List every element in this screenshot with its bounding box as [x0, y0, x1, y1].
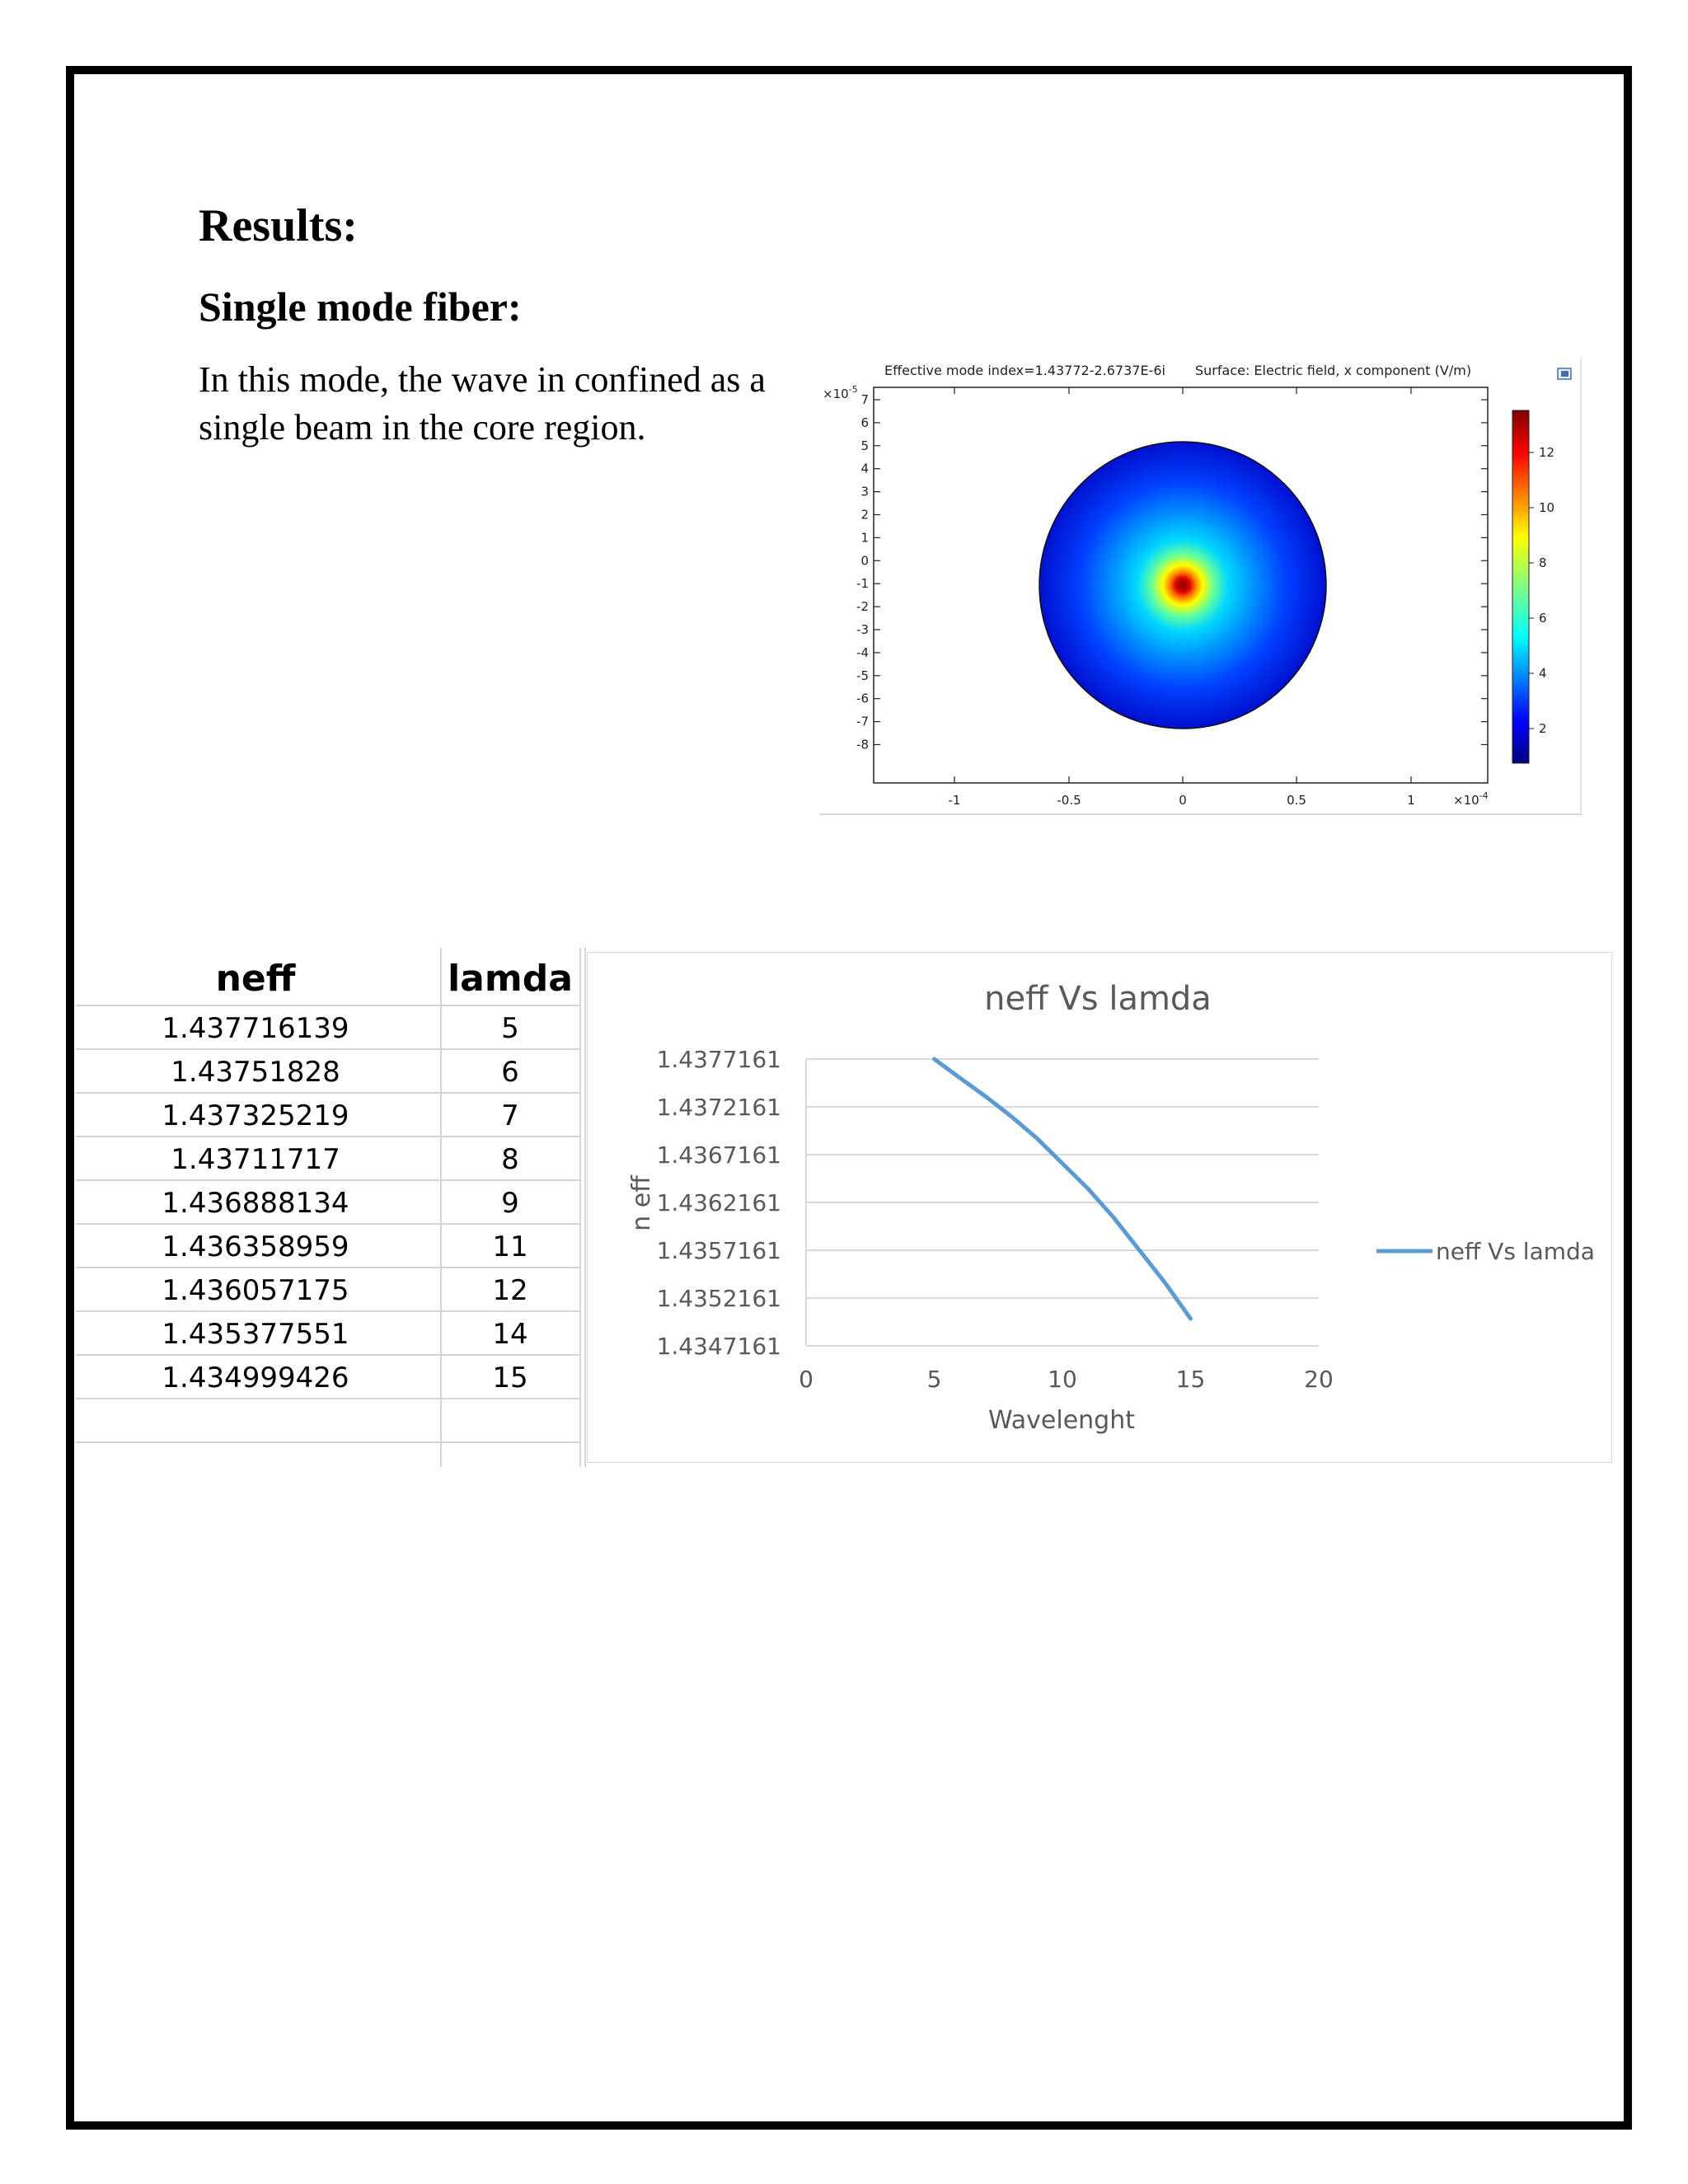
y-tick-label: -4: [856, 644, 869, 660]
mode-plot-title-right: Surface: Electric field, x component (V/m): [1195, 363, 1472, 378]
colorbar-tick-label: 2: [1539, 721, 1547, 736]
y-tick-label: -7: [856, 714, 869, 729]
mode-field-plot: [820, 359, 1582, 816]
x-exponent-label: $\times 10^{-4}$: [1453, 790, 1489, 808]
table-cell-lamda: 5: [501, 1012, 519, 1045]
x-tick-label: 1: [1407, 793, 1415, 808]
table-header: neff: [215, 958, 296, 1000]
colorbar-tick-label: 12: [1539, 445, 1555, 460]
table-cell-neff: 1.436057175: [162, 1274, 349, 1307]
chart-y-axis-label: n eff: [627, 1175, 656, 1231]
chart-y-tick-label: 1.4357161: [656, 1237, 781, 1264]
chart-y-tick-label: 1.4377161: [656, 1046, 781, 1073]
chart-x-tick-label: 10: [1048, 1366, 1077, 1393]
neff-vs-lamda-chart: [587, 952, 1612, 1463]
y-tick-label: -8: [856, 737, 869, 752]
x-tick-label: 0: [1179, 793, 1187, 808]
y-exponent-label: $\times 10^{-5}$: [823, 384, 858, 401]
table-cells: [162, 958, 572, 1394]
single-mode-heading: Single mode fiber:: [199, 284, 522, 330]
y-tick-label: -2: [856, 599, 869, 615]
table-cell-neff: 1.436358959: [162, 1230, 349, 1263]
y-tick-label: -5: [856, 668, 869, 683]
table-cell-neff: 1.434999426: [162, 1361, 349, 1394]
table-cell-lamda: 7: [501, 1099, 519, 1132]
table-cell-lamda: 9: [501, 1187, 519, 1220]
chart-x-axis-label: Wavelenght: [988, 1406, 1135, 1435]
chart-y-tick-label: 1.4362161: [656, 1189, 781, 1216]
y-tick-label: 2: [860, 507, 869, 523]
chart-y-tick-label: 1.4367161: [656, 1141, 781, 1169]
colorbar: [1512, 410, 1529, 763]
legend-label: neff Vs lamda: [1436, 1238, 1595, 1265]
y-tick-label: -1: [856, 576, 869, 592]
chart-x-tick-label: 20: [1304, 1366, 1334, 1393]
colorbar-tick-label: 4: [1539, 666, 1547, 681]
intro-paragraph: In this mode, the wave in confined as a single beam in the core region.: [199, 359, 766, 448]
y-tick-label: 7: [860, 392, 869, 407]
chart-x-tick-label: 5: [926, 1366, 942, 1393]
colorbar-tick-label: 10: [1539, 500, 1555, 515]
neff-lamda-table: [76, 948, 587, 1467]
y-tick-label: 0: [860, 553, 869, 569]
fiber-field-disk: [1039, 442, 1326, 729]
table-cell-lamda: 12: [492, 1274, 528, 1307]
y-tick-label: -3: [856, 622, 869, 637]
table-header: lamda: [448, 958, 573, 1000]
table-cell-lamda: 11: [492, 1230, 528, 1263]
y-tick-label: 4: [860, 461, 869, 476]
table-cell-lamda: 8: [501, 1143, 519, 1176]
table-cell-neff: 1.435377551: [162, 1318, 349, 1351]
table-cell-lamda: 14: [492, 1318, 528, 1351]
x-tick-label: -1: [948, 793, 961, 808]
chart-y-tick-label: 1.4372161: [656, 1094, 781, 1121]
results-heading: Results:: [199, 200, 358, 251]
y-tick-label: 1: [860, 530, 869, 546]
chart-y-tick-label: 1.4352161: [656, 1285, 781, 1312]
table-cell-neff: 1.43711717: [171, 1143, 340, 1176]
table-cell-neff: 1.43751828: [171, 1056, 340, 1089]
chart-x-tick-label: 15: [1175, 1366, 1206, 1393]
y-tick-label: -6: [856, 691, 869, 706]
chart-y-tick-label: 1.4347161: [656, 1333, 781, 1360]
x-tick-label: 0.5: [1287, 793, 1306, 808]
chart-x-tick-label: 0: [799, 1366, 814, 1393]
export-image-icon[interactable]: [1558, 368, 1571, 379]
colorbar-tick-label: 8: [1539, 555, 1547, 570]
x-tick-label: -0.5: [1057, 793, 1081, 808]
table-cell-neff: 1.437325219: [162, 1099, 349, 1132]
mode-plot-title-left: Effective mode index=1.43772-2.6737E-6i: [884, 363, 1165, 378]
y-tick-label: 5: [860, 438, 869, 453]
colorbar-tick-label: 6: [1539, 611, 1547, 626]
table-cell-lamda: 15: [492, 1361, 528, 1394]
y-tick-label: 6: [860, 415, 869, 430]
chart-title: neff Vs lamda: [984, 980, 1212, 1018]
table-cell-lamda: 6: [501, 1056, 519, 1089]
table-cell-neff: 1.437716139: [162, 1012, 349, 1045]
y-tick-label: 3: [860, 484, 869, 499]
table-cell-neff: 1.436888134: [162, 1187, 349, 1220]
